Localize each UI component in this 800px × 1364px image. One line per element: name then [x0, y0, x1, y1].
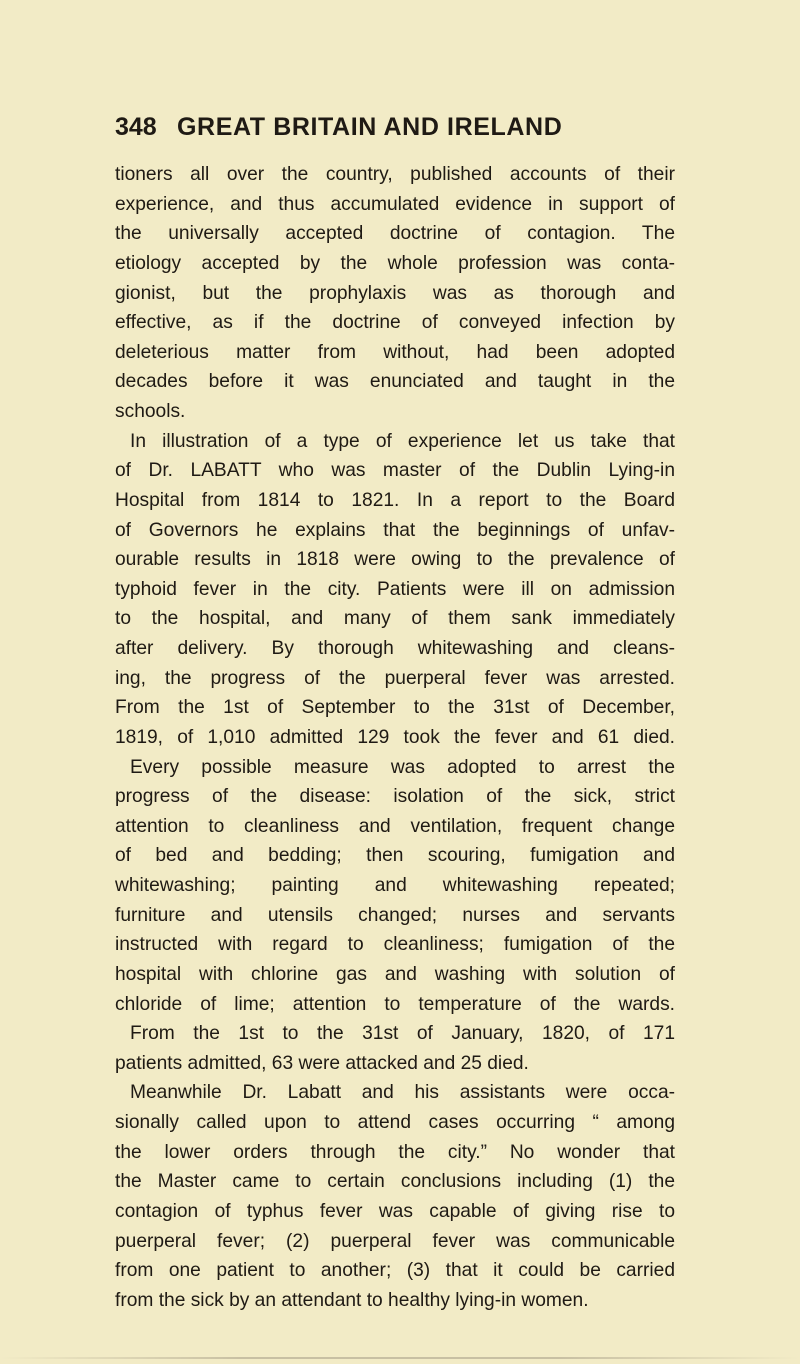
page-header: [115, 113, 675, 153]
text-line: schools.: [115, 401, 186, 422]
text-line: the universally accepted doctrine of contagion. The: [115, 223, 675, 245]
text-line: hospital with chlorine gas and washing with solution of: [115, 963, 675, 985]
text-line: puerperal fever; (2) puerperal fever was communicable: [115, 1230, 675, 1252]
text-line: Every possible measure was adopted to arrest the: [130, 756, 675, 778]
page-edge-rule: [0, 1357, 800, 1359]
text-line: experience, and thus accumulated evidence in support of: [115, 193, 675, 215]
text-line: tioners all over the country, published accounts of their: [115, 164, 675, 185]
text-line: From the 1st of September to the 31st of December,: [115, 697, 675, 719]
text-line: deleterious matter from without, had been adopted: [115, 341, 675, 363]
page-number: 348: [115, 113, 157, 141]
paragraph-start-line: In illustration of a type of experience let us take that: [130, 430, 675, 452]
text-line: to the hospital, and many of them sank immediately: [115, 608, 675, 630]
paragraph-start-line: Meanwhile Dr. Labatt and his assistants were occa-: [130, 1082, 675, 1104]
text-line: chloride of lime; attention to temperature of the wards.: [115, 993, 675, 1015]
text-line: 1819, of 1,010 admitted 129 took the fever and 61 died.: [115, 726, 675, 748]
text-line: whitewashing; painting and whitewashing repeated;: [115, 875, 675, 896]
text-line: from one patient to another; (3) that it could be carried: [115, 1260, 675, 1282]
text-line: Hospital from 1814 to 1821. In a report to the Board: [115, 489, 675, 511]
text-line: attention to cleanliness and ventilation, frequent change: [115, 815, 675, 837]
text-line: furniture and utensils changed; nurses and servants: [115, 904, 675, 926]
text-line: From the 1st to the 31st of January, 1820, of 171: [130, 1023, 675, 1045]
running-title: GREAT BRITAIN AND IRELAND: [177, 113, 563, 141]
text-line: ourable results in 1818 were owing to the prevalence of: [115, 549, 675, 571]
text-line: sionally called upon to attend cases occurring “ among: [115, 1112, 675, 1133]
text-line: effective, as if the doctrine of conveyed infection by: [115, 312, 675, 334]
text-line: of bed and bedding; then scouring, fumigation and: [115, 845, 675, 867]
body-text: [115, 160, 675, 1315]
text-line: ing, the progress of the puerperal fever was arrested.: [115, 667, 675, 689]
text-line: progress of the disease: isolation of the sick, strict: [115, 786, 675, 808]
text-line: typhoid fever in the city. Patients were ill on admission: [115, 578, 675, 600]
text-line: the lower orders through the city.” No wonder that: [115, 1141, 675, 1163]
text-line: of Governors he explains that the beginnings of unfav-: [115, 519, 675, 541]
text-line: gionist, but the prophylaxis was as thorough and: [115, 282, 675, 304]
text-line: from the sick by an attendant to healthy lying-in women.: [115, 1289, 589, 1311]
text-line: the Master came to certain conclusions including (1) the: [115, 1171, 675, 1193]
text-line: patients admitted, 63 were attacked and 25 died.: [115, 1052, 529, 1074]
text-line: contagion of typhus fever was capable of giving rise to: [115, 1200, 675, 1222]
text-line: of Dr. LABATT who was master of the Dublin Lying-in: [115, 460, 675, 482]
text-line: instructed with regard to cleanliness; fumigation of the: [115, 934, 675, 956]
text-line: etiology accepted by the whole profession was conta-: [115, 252, 675, 274]
text-line: decades before it was enunciated and taught in the: [115, 371, 675, 393]
text-line: after delivery. By thorough whitewashing and cleans-: [115, 638, 675, 659]
